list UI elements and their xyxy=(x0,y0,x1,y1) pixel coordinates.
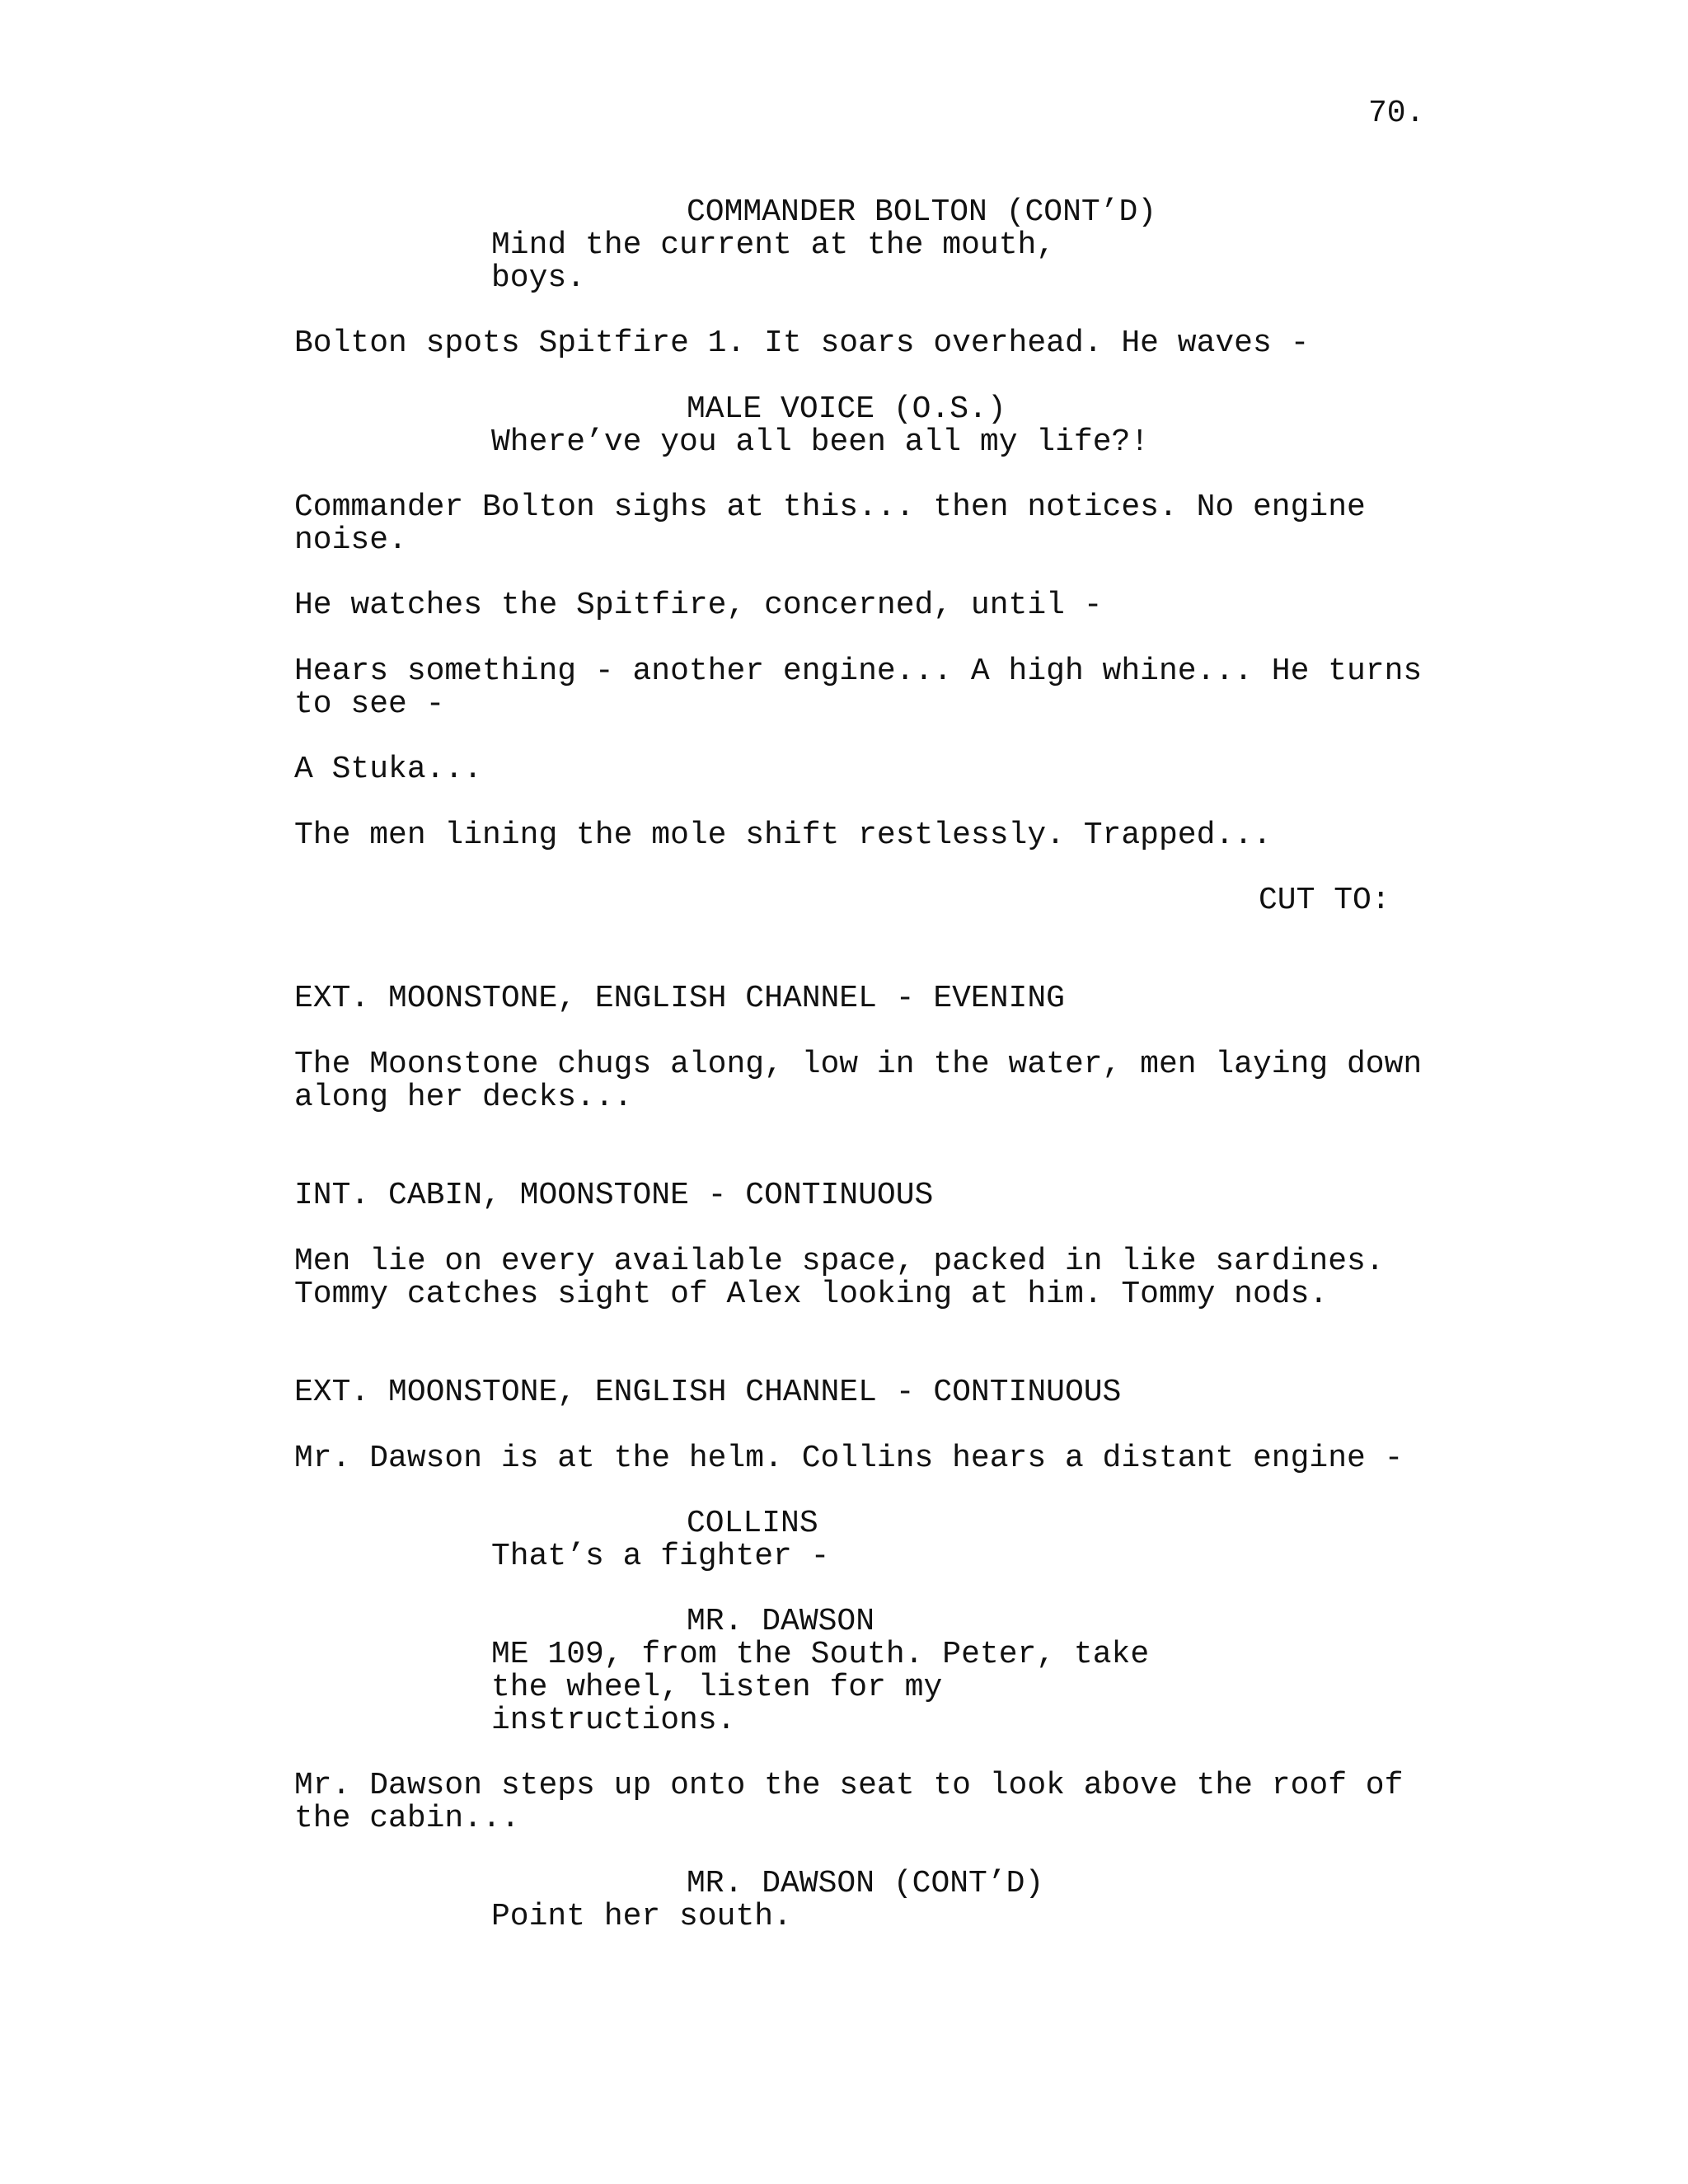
dialogue-line: That’s a fighter - xyxy=(491,1539,830,1574)
action-line: to see - xyxy=(294,687,445,722)
action-line: Mr. Dawson is at the helm. Collins hears a distant engine - xyxy=(294,1441,1404,1476)
action-line: Mr. Dawson steps up onto the seat to look above the roof of xyxy=(294,1768,1404,1803)
action-line: the cabin... xyxy=(294,1801,520,1836)
dialogue-line: the wheel, listen for my xyxy=(491,1670,943,1705)
action-line: Commander Bolton sighs at this... then notices. No engine xyxy=(294,490,1366,525)
scene-heading: INT. CABIN, MOONSTONE - CONTINUOUS xyxy=(294,1178,934,1213)
character-cue: MALE VOICE (O.S.) xyxy=(687,391,1006,427)
action-line: noise. xyxy=(294,523,407,558)
action-line: A Stuka... xyxy=(294,752,483,787)
action-line: Bolton spots Spitfire 1. It soars overhead. He waves - xyxy=(294,326,1310,361)
dialogue-line: Point her south. xyxy=(491,1899,792,1934)
character-cue: COMMANDER BOLTON (CONT’D) xyxy=(687,194,1157,230)
dialogue-line: ME 109, from the South. Peter, take xyxy=(491,1637,1150,1672)
page-number: 70. xyxy=(1368,96,1425,131)
transition: CUT TO: xyxy=(1259,883,1390,918)
action-line: Hears something - another engine... A high whine... He turns xyxy=(294,654,1423,689)
character-cue: COLLINS xyxy=(687,1506,818,1541)
action-line: along her decks... xyxy=(294,1080,633,1115)
dialogue-line: Where’ve you all been all my life?! xyxy=(491,424,1150,460)
action-line: The men lining the mole shift restlessly. Trapped... xyxy=(294,818,1272,853)
character-cue: MR. DAWSON (CONT’D) xyxy=(687,1866,1044,1901)
action-line: Tommy catches sight of Alex looking at him. Tommy nods. xyxy=(294,1277,1329,1312)
scene-heading: EXT. MOONSTONE, ENGLISH CHANNEL - CONTINUOUS xyxy=(294,1375,1122,1410)
dialogue-line: instructions. xyxy=(491,1703,736,1738)
action-line: Men lie on every available space, packed in like sardines. xyxy=(294,1244,1385,1279)
character-cue: MR. DAWSON xyxy=(687,1604,875,1639)
dialogue-line: Mind the current at the mouth, xyxy=(491,227,1056,263)
action-line: The Moonstone chugs along, low in the water, men laying down xyxy=(294,1047,1423,1082)
action-line: He watches the Spitfire, concerned, until - xyxy=(294,588,1103,623)
scene-heading: EXT. MOONSTONE, ENGLISH CHANNEL - EVENING xyxy=(294,981,1065,1016)
dialogue-line: boys. xyxy=(491,260,586,296)
